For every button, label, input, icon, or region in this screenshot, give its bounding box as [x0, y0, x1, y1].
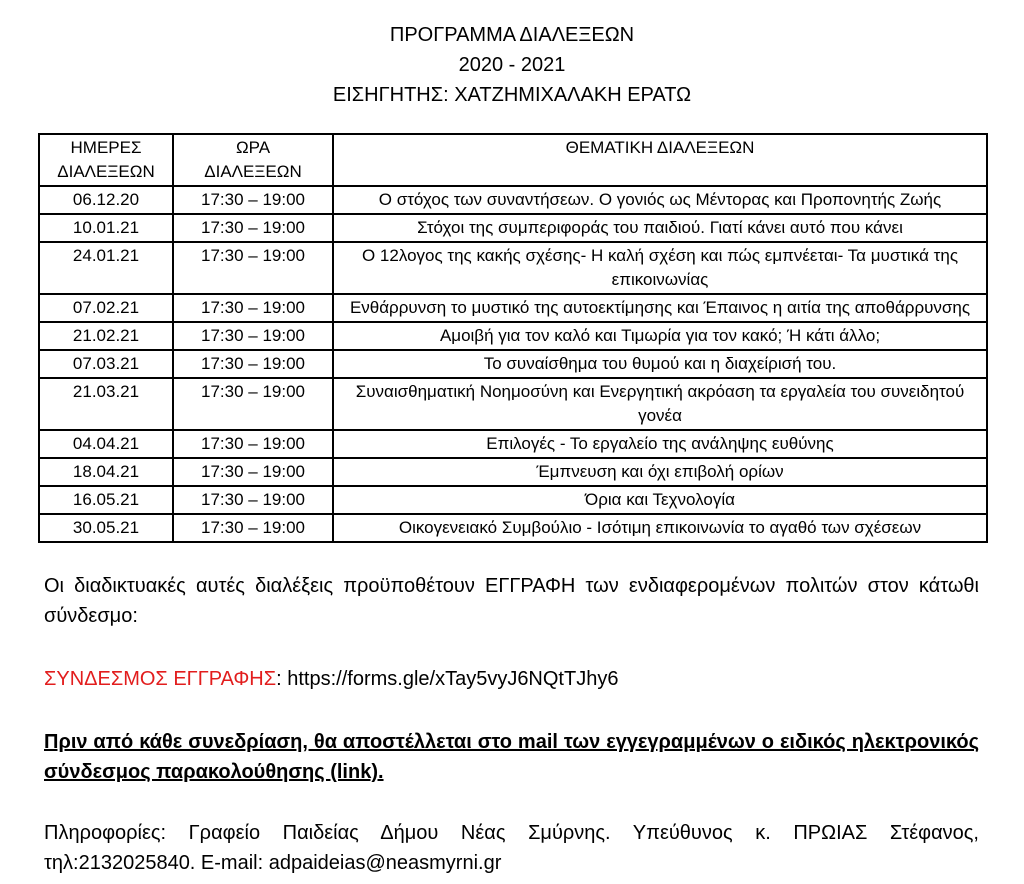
registration-url: https://forms.gle/xTay5vyJ6NQtTJhy6 [287, 668, 619, 690]
title-presenter: ΕΙΣΗΓΗΤΗΣ: ΧΑΤΖΗΜΙΧΑΛΑΚΗ ΕΡΑΤΩ [332, 84, 692, 106]
time-cell: 17:30 – 19:00 [173, 486, 333, 514]
table-row [39, 486, 987, 514]
date-cell: 06.12.20 [39, 186, 173, 214]
page-title: ΠΡΟΓΡΑΜΜΑ ΔΙΑΛΕΞΕΩΝ [389, 24, 635, 46]
header-time-line2: ΔΙΑΛΕΞΕΩΝ [204, 162, 302, 181]
topic-cell: Οικογενειακό Συμβούλιο - Ισότιμη επικοινωνία το αγαθό των σχέσεων [333, 514, 987, 542]
table-row [39, 322, 987, 350]
title-years: 2020 - 2021 [458, 54, 566, 76]
time-cell: 17:30 – 19:00 [173, 430, 333, 458]
header-topic [333, 134, 987, 186]
lecture-schedule-table [38, 133, 988, 543]
date-cell: 04.04.21 [39, 430, 173, 458]
table-row [39, 430, 987, 458]
date-cell: 18.04.21 [39, 458, 173, 486]
contact-info-paragraph: Πληροφορίες: Γραφείο Παιδείας Δήμου Νέας Σμύρνης. Υπεύθυνος κ. ΠΡΩΙΑΣ Στέφανος, τηλ:2132025840. E-mail: adpaideias@neasmyrni.gr [44, 822, 979, 874]
date-cell: 07.02.21 [39, 294, 173, 322]
date-cell: 10.01.21 [39, 214, 173, 242]
date-cell: 24.01.21 [39, 242, 173, 294]
table-row [39, 458, 987, 486]
title-block [38, 20, 986, 110]
header-topic-line1: ΘΕΜΑΤΙΚΗ ΔΙΑΛΕΞΕΩΝ [565, 138, 755, 157]
time-cell: 17:30 – 19:00 [173, 514, 333, 542]
topic-cell: Στόχοι της συμπεριφοράς του παιδιού. Γιατί κάνει αυτό που κάνει [333, 214, 987, 242]
date-cell: 21.02.21 [39, 322, 173, 350]
header-days-line1: ΗΜΕΡΕΣ [70, 138, 142, 157]
table-row [39, 186, 987, 214]
topic-cell: Έμπνευση και όχι επιβολή ορίων [333, 458, 987, 486]
table-row [39, 514, 987, 542]
time-cell: 17:30 – 19:00 [173, 214, 333, 242]
topic-cell: Αμοιβή για τον καλό και Τιμωρία για τον κακό; Ή κάτι άλλο; [333, 322, 987, 350]
date-cell: 07.03.21 [39, 350, 173, 378]
header-time [173, 134, 333, 186]
date-cell: 21.03.21 [39, 378, 173, 430]
table-header-row [39, 134, 987, 186]
registration-link-line [44, 664, 979, 694]
before-session-paragraph: Πριν από κάθε συνεδρίαση, θα αποστέλλεται στο mail των εγγεγραμμένων ο ειδικός ηλεκτρονικός σύνδεσμος παρακολούθησης (link). [44, 731, 979, 783]
time-cell: 17:30 – 19:00 [173, 242, 333, 294]
topic-cell: Το συναίσθημα του θυμού και η διαχείρισή του. [333, 350, 987, 378]
table-row [39, 214, 987, 242]
topic-cell: Ο 12λογος της κακής σχέσης- Η καλή σχέση και πώς εμπνέεται- Τα μυστικά της επικοινωνίας [333, 242, 987, 294]
header-days-line2: ΔΙΑΛΕΞΕΩΝ [57, 162, 155, 181]
header-time-line1: ΩΡΑ [235, 138, 271, 157]
table-row [39, 294, 987, 322]
topic-cell: Συναισθηματική Νοημοσύνη και Ενεργητική ακρόαση τα εργαλεία του συνειδητού γονέα [333, 378, 987, 430]
topic-cell: Ενθάρρυνση το μυστικό της αυτοεκτίμησης και Έπαινος η αιτία της αποθάρρυνσης [333, 294, 987, 322]
topic-cell: Ο στόχος των συναντήσεων. Ο γονιός ως Μέντορας και Προπονητής Ζωής [333, 186, 987, 214]
time-cell: 17:30 – 19:00 [173, 350, 333, 378]
time-cell: 17:30 – 19:00 [173, 186, 333, 214]
link-label: ΣΥΝΔΕΣΜΟΣ ΕΓΓΡΑΦΗΣ [44, 668, 277, 690]
time-cell: 17:30 – 19:00 [173, 322, 333, 350]
header-days [39, 134, 173, 186]
topic-cell: Επιλογές - Το εργαλείο της ανάληψης ευθύνης [333, 430, 987, 458]
date-cell: 16.05.21 [39, 486, 173, 514]
registration-paragraph: Οι διαδικτυακές αυτές διαλέξεις προϋποθέτουν ΕΓΓΡΑΦΗ των ενδιαφερομένων πολιτών στον κάτωθι σύνδεσμο: [44, 575, 979, 627]
link-separator: : [276, 668, 288, 690]
table-row [39, 378, 987, 430]
topic-cell: Όρια και Τεχνολογία [333, 486, 987, 514]
table-row [39, 242, 987, 294]
time-cell: 17:30 – 19:00 [173, 294, 333, 322]
time-cell: 17:30 – 19:00 [173, 458, 333, 486]
time-cell: 17:30 – 19:00 [173, 378, 333, 430]
table-row [39, 350, 987, 378]
date-cell: 30.05.21 [39, 514, 173, 542]
